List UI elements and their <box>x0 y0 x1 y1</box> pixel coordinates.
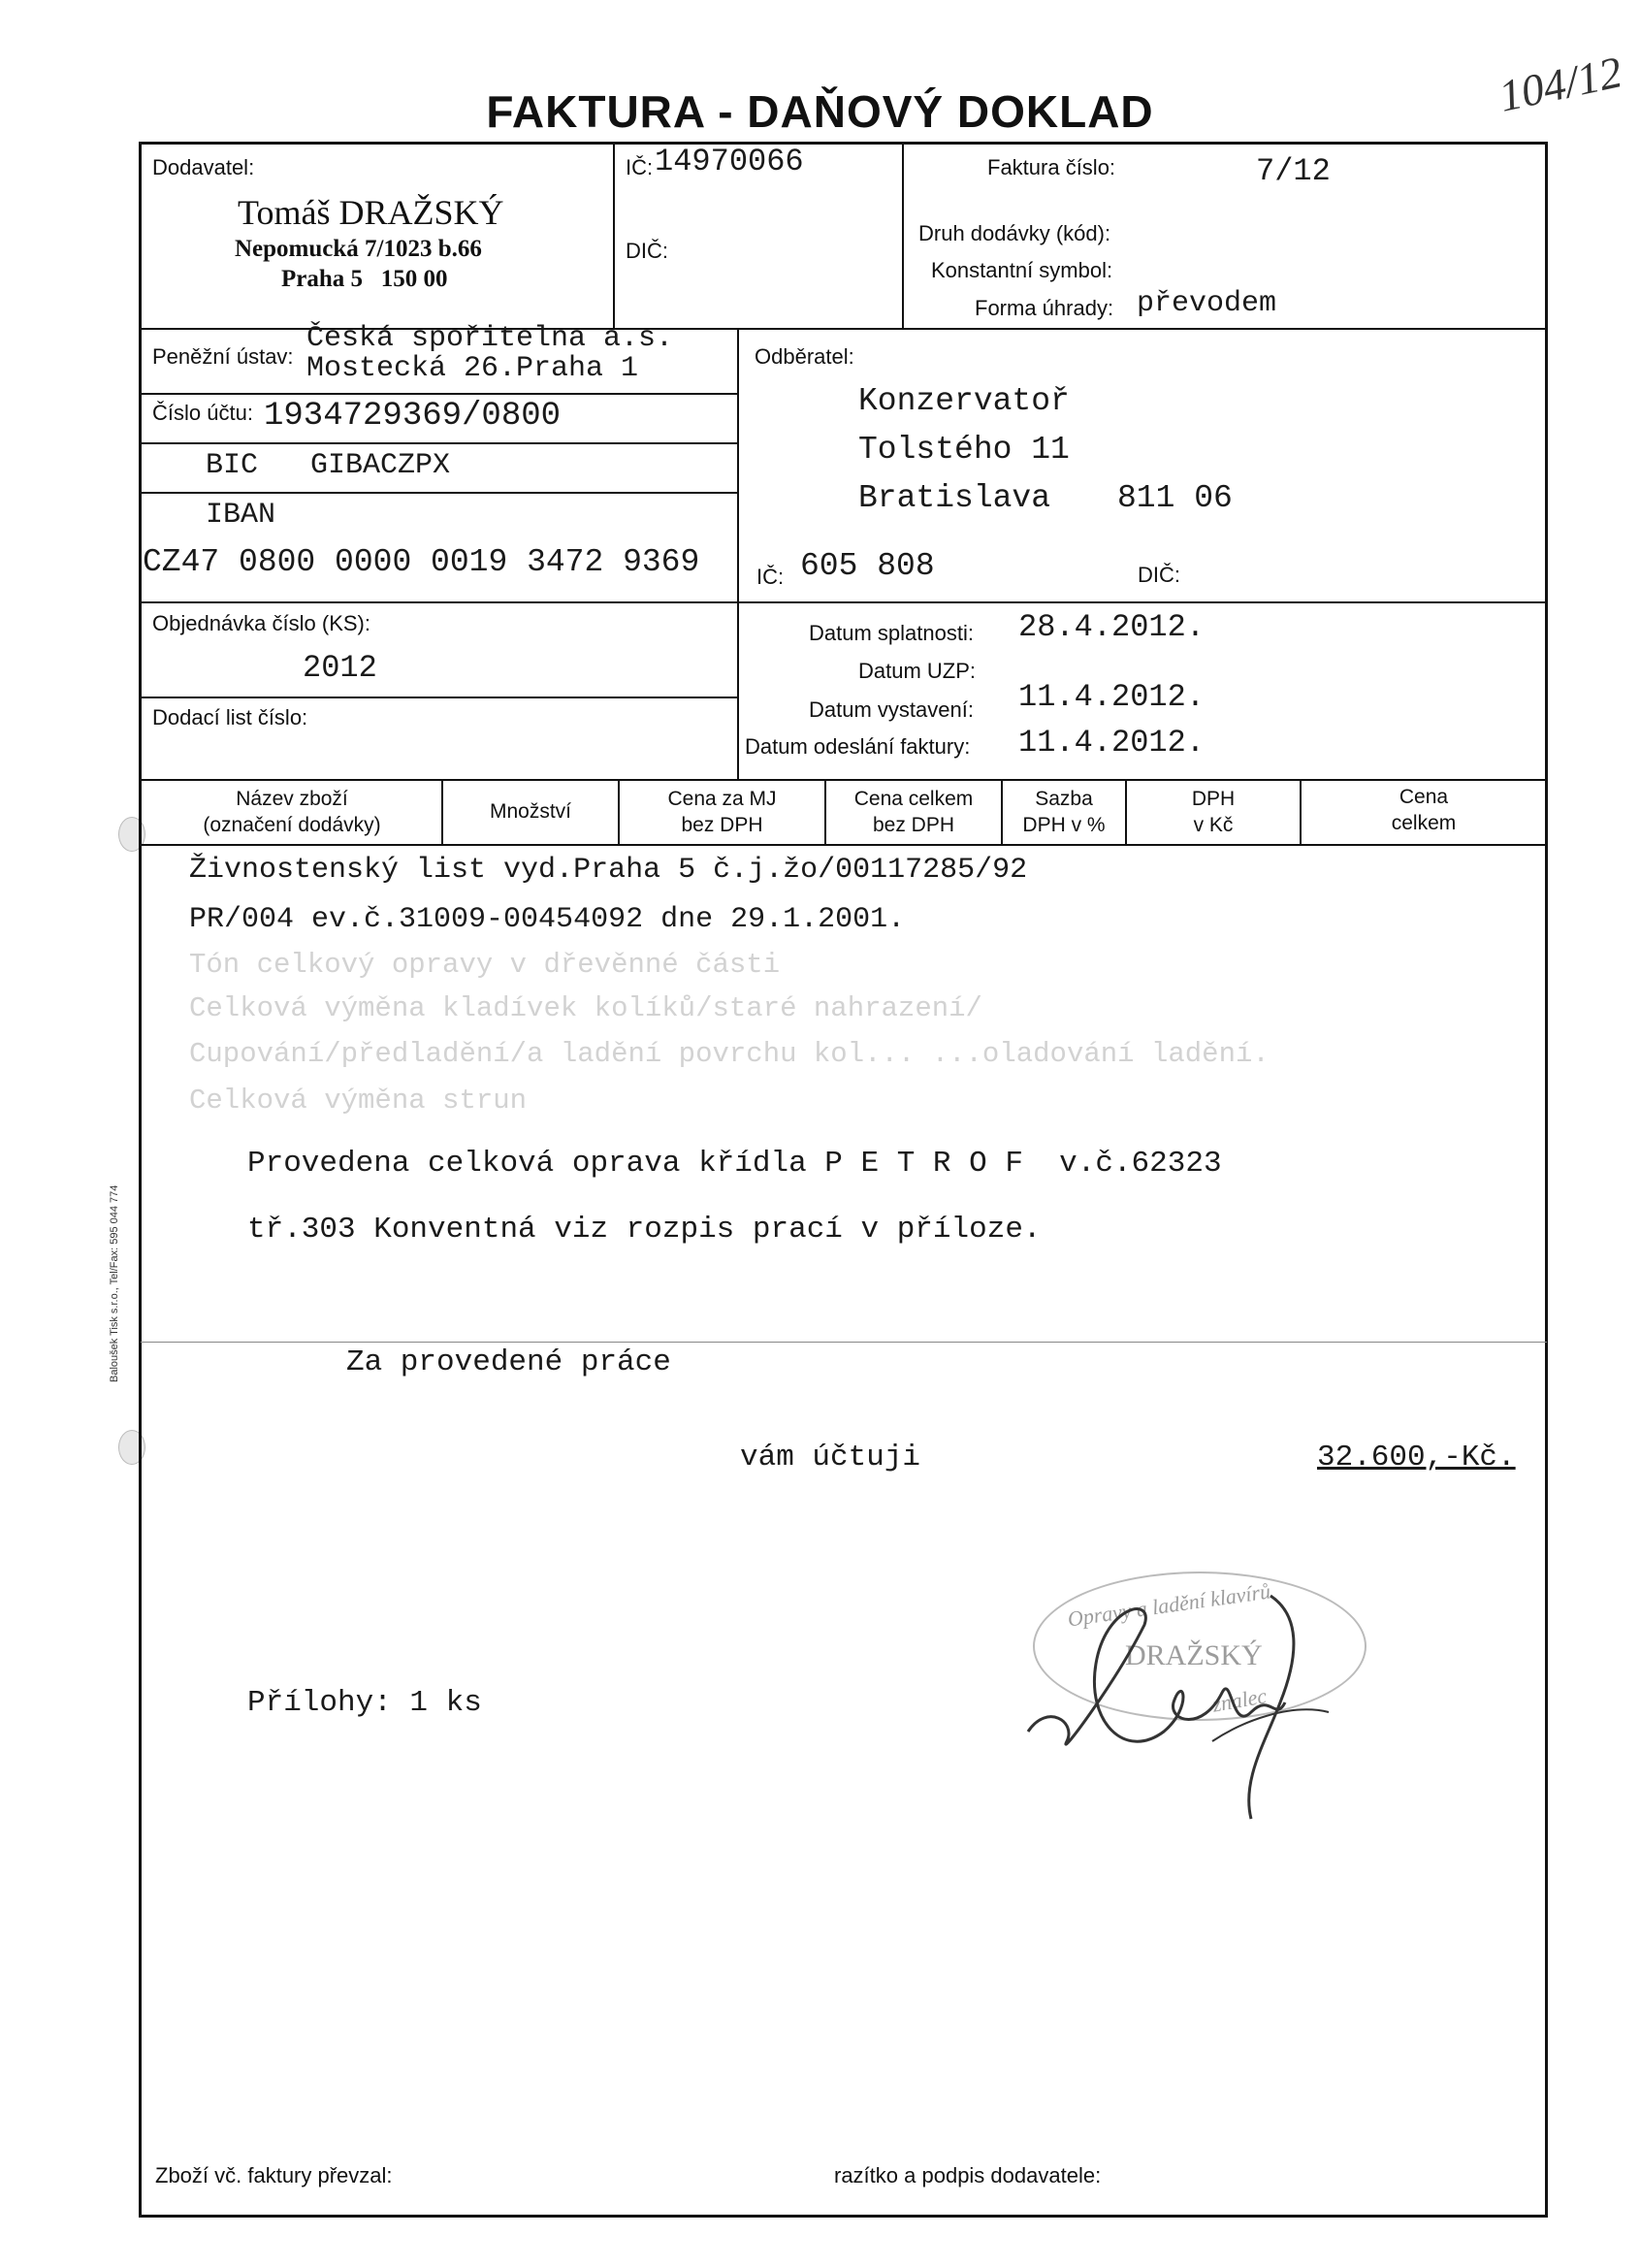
payment-form-label: Forma úhrady: <box>975 296 1114 320</box>
invoice-title: FAKTURA - DAŇOVÝ DOKLAD <box>486 86 1154 137</box>
account-number-label: Číslo účtu: <box>152 401 253 425</box>
supplier-dic-label: DIČ: <box>626 239 668 263</box>
invoice-total: 32.600,-Kč. <box>1317 1441 1516 1474</box>
bic-value: BIC GIBACZPX <box>206 449 451 482</box>
handwritten-reference: 104/12 <box>1495 47 1626 121</box>
stamp-text-bottom: znalec <box>1210 1683 1269 1717</box>
divider-h8 <box>141 844 1547 846</box>
supplier-ic-value: 14970066 <box>655 144 804 179</box>
account-number-value: 1934729369/0800 <box>264 398 562 435</box>
supplier-address-line2: Praha 5 150 00 <box>281 266 448 292</box>
stamp-text-top: Opravy a ladění klavírů <box>1066 1578 1272 1632</box>
trade-license-line1: Živnostenský list vyd.Praha 5 č.j.žo/00117285/92 <box>189 854 1028 887</box>
divider-h7 <box>141 779 1547 781</box>
stamp-signature-label: razítko a podpis dodavatele: <box>834 2163 1102 2187</box>
customer-ic-value: 605 808 <box>800 548 935 584</box>
supplier-ic-label: IČ: <box>626 155 654 179</box>
attachments: Přílohy: 1 ks <box>247 1686 482 1720</box>
header-vat-rate: Sazba DPH v % <box>1022 788 1106 836</box>
header-item-name: Název zboží (označení dodávky) <box>203 788 381 836</box>
divider-h9 <box>141 1342 1547 1343</box>
divider-h4 <box>141 492 737 494</box>
customer-line2: Tolstého 11 <box>858 432 1070 468</box>
divider-h3 <box>141 442 737 444</box>
divider-h6 <box>141 697 737 698</box>
invoice-number-label: Faktura číslo: <box>987 155 1116 179</box>
work-description-line1: Provedena celková oprava křídla P E T R O F v.č.62323 <box>247 1147 1222 1181</box>
received-by-label: Zboží vč. faktury převzal: <box>155 2163 393 2187</box>
due-date-label: Datum splatnosti: <box>809 621 974 645</box>
order-number-value: 2012 <box>303 650 377 686</box>
bank-institution-line2: Mostecká 26.Praha 1 <box>306 352 639 385</box>
stamp-text-mid: DRAŽSKÝ <box>1125 1639 1263 1671</box>
summary-line1: Za provedené práce <box>346 1345 671 1379</box>
summary-line2: vám účtuji <box>740 1441 921 1474</box>
header-vat-amount: DPH v Kč <box>1191 788 1236 836</box>
payment-form-value: převodem <box>1137 287 1277 320</box>
header-total-net: Cena celkem bez DPH <box>853 788 974 836</box>
iban-value: CZ47 0800 0000 0019 3472 9369 <box>143 544 700 580</box>
header-unit-price: Cena za MJ bez DPH <box>667 788 777 836</box>
header-total-price: Cena celkem <box>1391 786 1457 834</box>
supplier-name: Tomáš DRAŽSKÝ <box>238 193 504 232</box>
faded-line-2: Celková výměna kladívek kolíků/staré nahrazení/ <box>189 992 982 1024</box>
supplier-address-line1: Nepomucká 7/1023 b.66 <box>235 236 482 262</box>
customer-line1: Konzervatoř <box>858 383 1070 419</box>
supplier-signature <box>1009 1538 1358 1829</box>
faded-line-1: Tón celkový opravy v dřevěnné části <box>189 949 781 981</box>
constant-symbol-label: Konstantní symbol: <box>931 258 1113 282</box>
invoice-number-value: 7/12 <box>1256 153 1331 189</box>
divider-v2 <box>902 144 904 328</box>
customer-dic-label: DIČ: <box>1138 563 1180 587</box>
divider-v1 <box>613 144 615 328</box>
order-number-label: Objednávka číslo (KS): <box>152 611 370 635</box>
iban-label: IBAN <box>206 499 276 532</box>
sent-date-label: Datum odeslání faktury: <box>745 734 971 759</box>
customer-line3: Bratislava <box>858 480 1051 516</box>
due-date-value: 28.4.2012. <box>1018 609 1206 645</box>
bank-institution-label: Peněžní ústav: <box>152 344 294 369</box>
work-description-line2: tř.303 Konventná viz rozpis prací v příloze. <box>247 1213 1042 1247</box>
issued-date-value: 11.4.2012. <box>1018 679 1206 715</box>
customer-ic-label: IČ: <box>756 565 785 589</box>
header-quantity: Množství <box>489 800 572 823</box>
bank-institution-line1: Česká spořitelna a.s. <box>306 322 674 355</box>
delivery-note-label: Dodací list číslo: <box>152 705 308 729</box>
faded-line-3: Cupování/předladění/a ladění povrchu kol... ...oladování ladění. <box>189 1038 1270 1070</box>
sent-date-value: 11.4.2012. <box>1018 725 1206 761</box>
customer-label: Odběratel: <box>755 344 854 369</box>
divider-v3 <box>737 328 739 779</box>
divider-h5 <box>141 601 1547 603</box>
supplier-label: Dodavatel: <box>152 155 255 179</box>
issued-date-label: Datum vystavení: <box>809 697 974 722</box>
divider-h2 <box>141 393 737 395</box>
delivery-type-label: Druh dodávky (kód): <box>918 221 1111 245</box>
customer-postal-code: 811 06 <box>1117 480 1233 516</box>
trade-license-line2: PR/004 ev.č.31009-00454092 dne 29.1.2001. <box>189 903 906 936</box>
faded-line-4: Celková výměna strun <box>189 1085 528 1117</box>
printer-imprint: Baloušek Tisk s.r.o., Tel/Fax: 595 044 774 <box>109 1184 120 1382</box>
uzp-date-label: Datum UZP: <box>858 659 977 683</box>
